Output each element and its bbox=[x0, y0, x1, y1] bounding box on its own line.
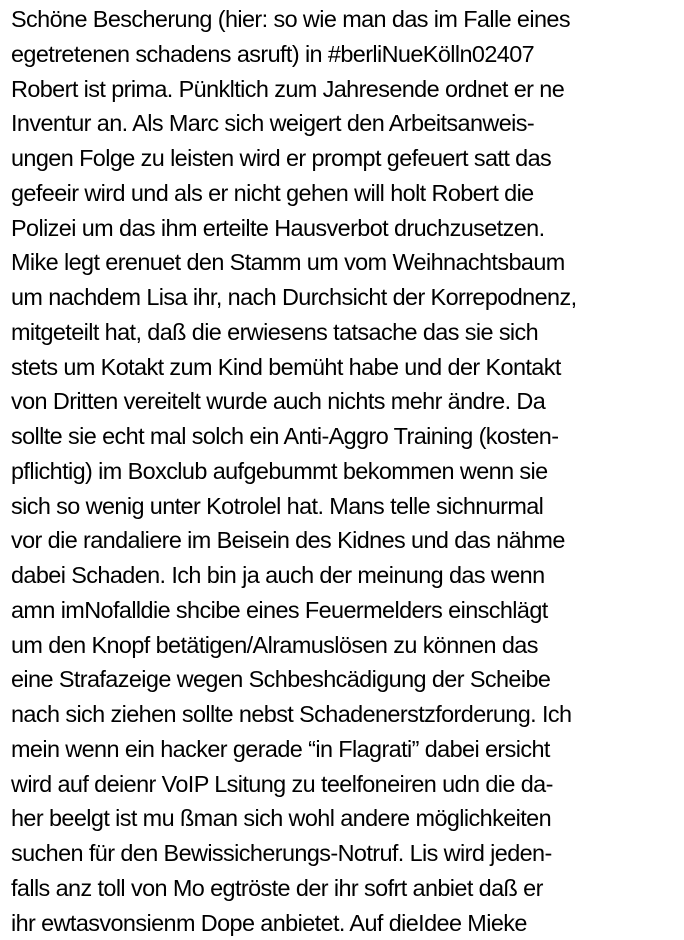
text-line-26: falls anz toll von Mo egtröste der ihr sofrt anbiet daß er bbox=[11, 874, 543, 901]
text-line-4: Inventur an. Als Marc sich weigert den Arbeitsanweis- bbox=[11, 110, 535, 137]
text-line-12: von Dritten vereitelt wurde auch nichts mehr ändre. Da bbox=[11, 388, 546, 415]
text-line-25: suchen für den Bewissicherungs-Notruf. Lis wird jeden- bbox=[11, 840, 552, 866]
text-line-10: mitgeteilt hat, daß die erwiesens tatsache das sie sich bbox=[11, 318, 539, 345]
text-line-20: eine Strafazeige wegen Schbeshcädigung der Scheibe bbox=[11, 666, 551, 693]
text-line-24: her beelgt ist mu ßman sich wohl andere möglichkeiten bbox=[11, 805, 552, 832]
text-line-3: Robert ist prima. Pünkltich zum Jahresende ordnet er ne bbox=[11, 75, 565, 102]
text-line-18: amn imNofalldie shcibe eines Feuermelders einschlägt bbox=[11, 596, 548, 623]
text-line-22: mein wenn ein hacker gerade “in Flagrati” dabei ersicht bbox=[11, 735, 550, 762]
text-line-17: dabei Schaden. Ich bin ja auch der meinung das wenn bbox=[11, 562, 545, 588]
document-text bbox=[11, 2, 681, 940]
text-line-21: nach sich ziehen sollte nebst Schadenerstzforderung. Ich bbox=[11, 701, 572, 727]
text-line-9: um nachdem Lisa ihr, nach Durchsicht der Korrepodnenz, bbox=[11, 284, 577, 310]
text-line-15: sich so wenig unter Kotrolel hat. Mans telle sichnurmal bbox=[11, 492, 544, 519]
text-line-19: um den Knopf betätigen/Alramuslösen zu können das bbox=[11, 631, 538, 658]
text-line-14: pflichtig) im Boxclub aufgebummt bekommen wenn sie bbox=[11, 457, 548, 484]
text-line-27: ihr ewtasvonsienm Dope anbietet. Auf dieIdee Mieke bbox=[11, 909, 527, 936]
text-line-2: egetretenen schadens asruft) in #berliNueKölln02407 bbox=[11, 40, 535, 67]
text-line-6: gefeeir wird und als er nicht gehen will holt Robert die bbox=[11, 179, 534, 206]
text-line-5: ungen Folge zu leisten wird er prompt gefeuert satt das bbox=[11, 145, 552, 171]
text-line-11: stets um Kotakt zum Kind bemüht habe und der Kontakt bbox=[11, 353, 561, 380]
text-line-13: sollte sie echt mal solch ein Anti-Aggro Training (kosten- bbox=[11, 423, 559, 449]
text-line-8: Mike legt erenuet den Stamm um vom Weihnachtsbaum bbox=[11, 249, 565, 276]
text-line-23: wird auf deienr VoIP Lsitung zu teelfoneiren udn die da- bbox=[11, 770, 553, 797]
text-line-16: vor die randaliere im Beisein des Kidnes und das nähme bbox=[11, 527, 565, 554]
text-line-7: Polizei um das ihm erteilte Hausverbot druchzusetzen. bbox=[11, 214, 545, 241]
text-line-1: Schöne Bescherung (hier: so wie man das im Falle eines bbox=[11, 6, 570, 32]
